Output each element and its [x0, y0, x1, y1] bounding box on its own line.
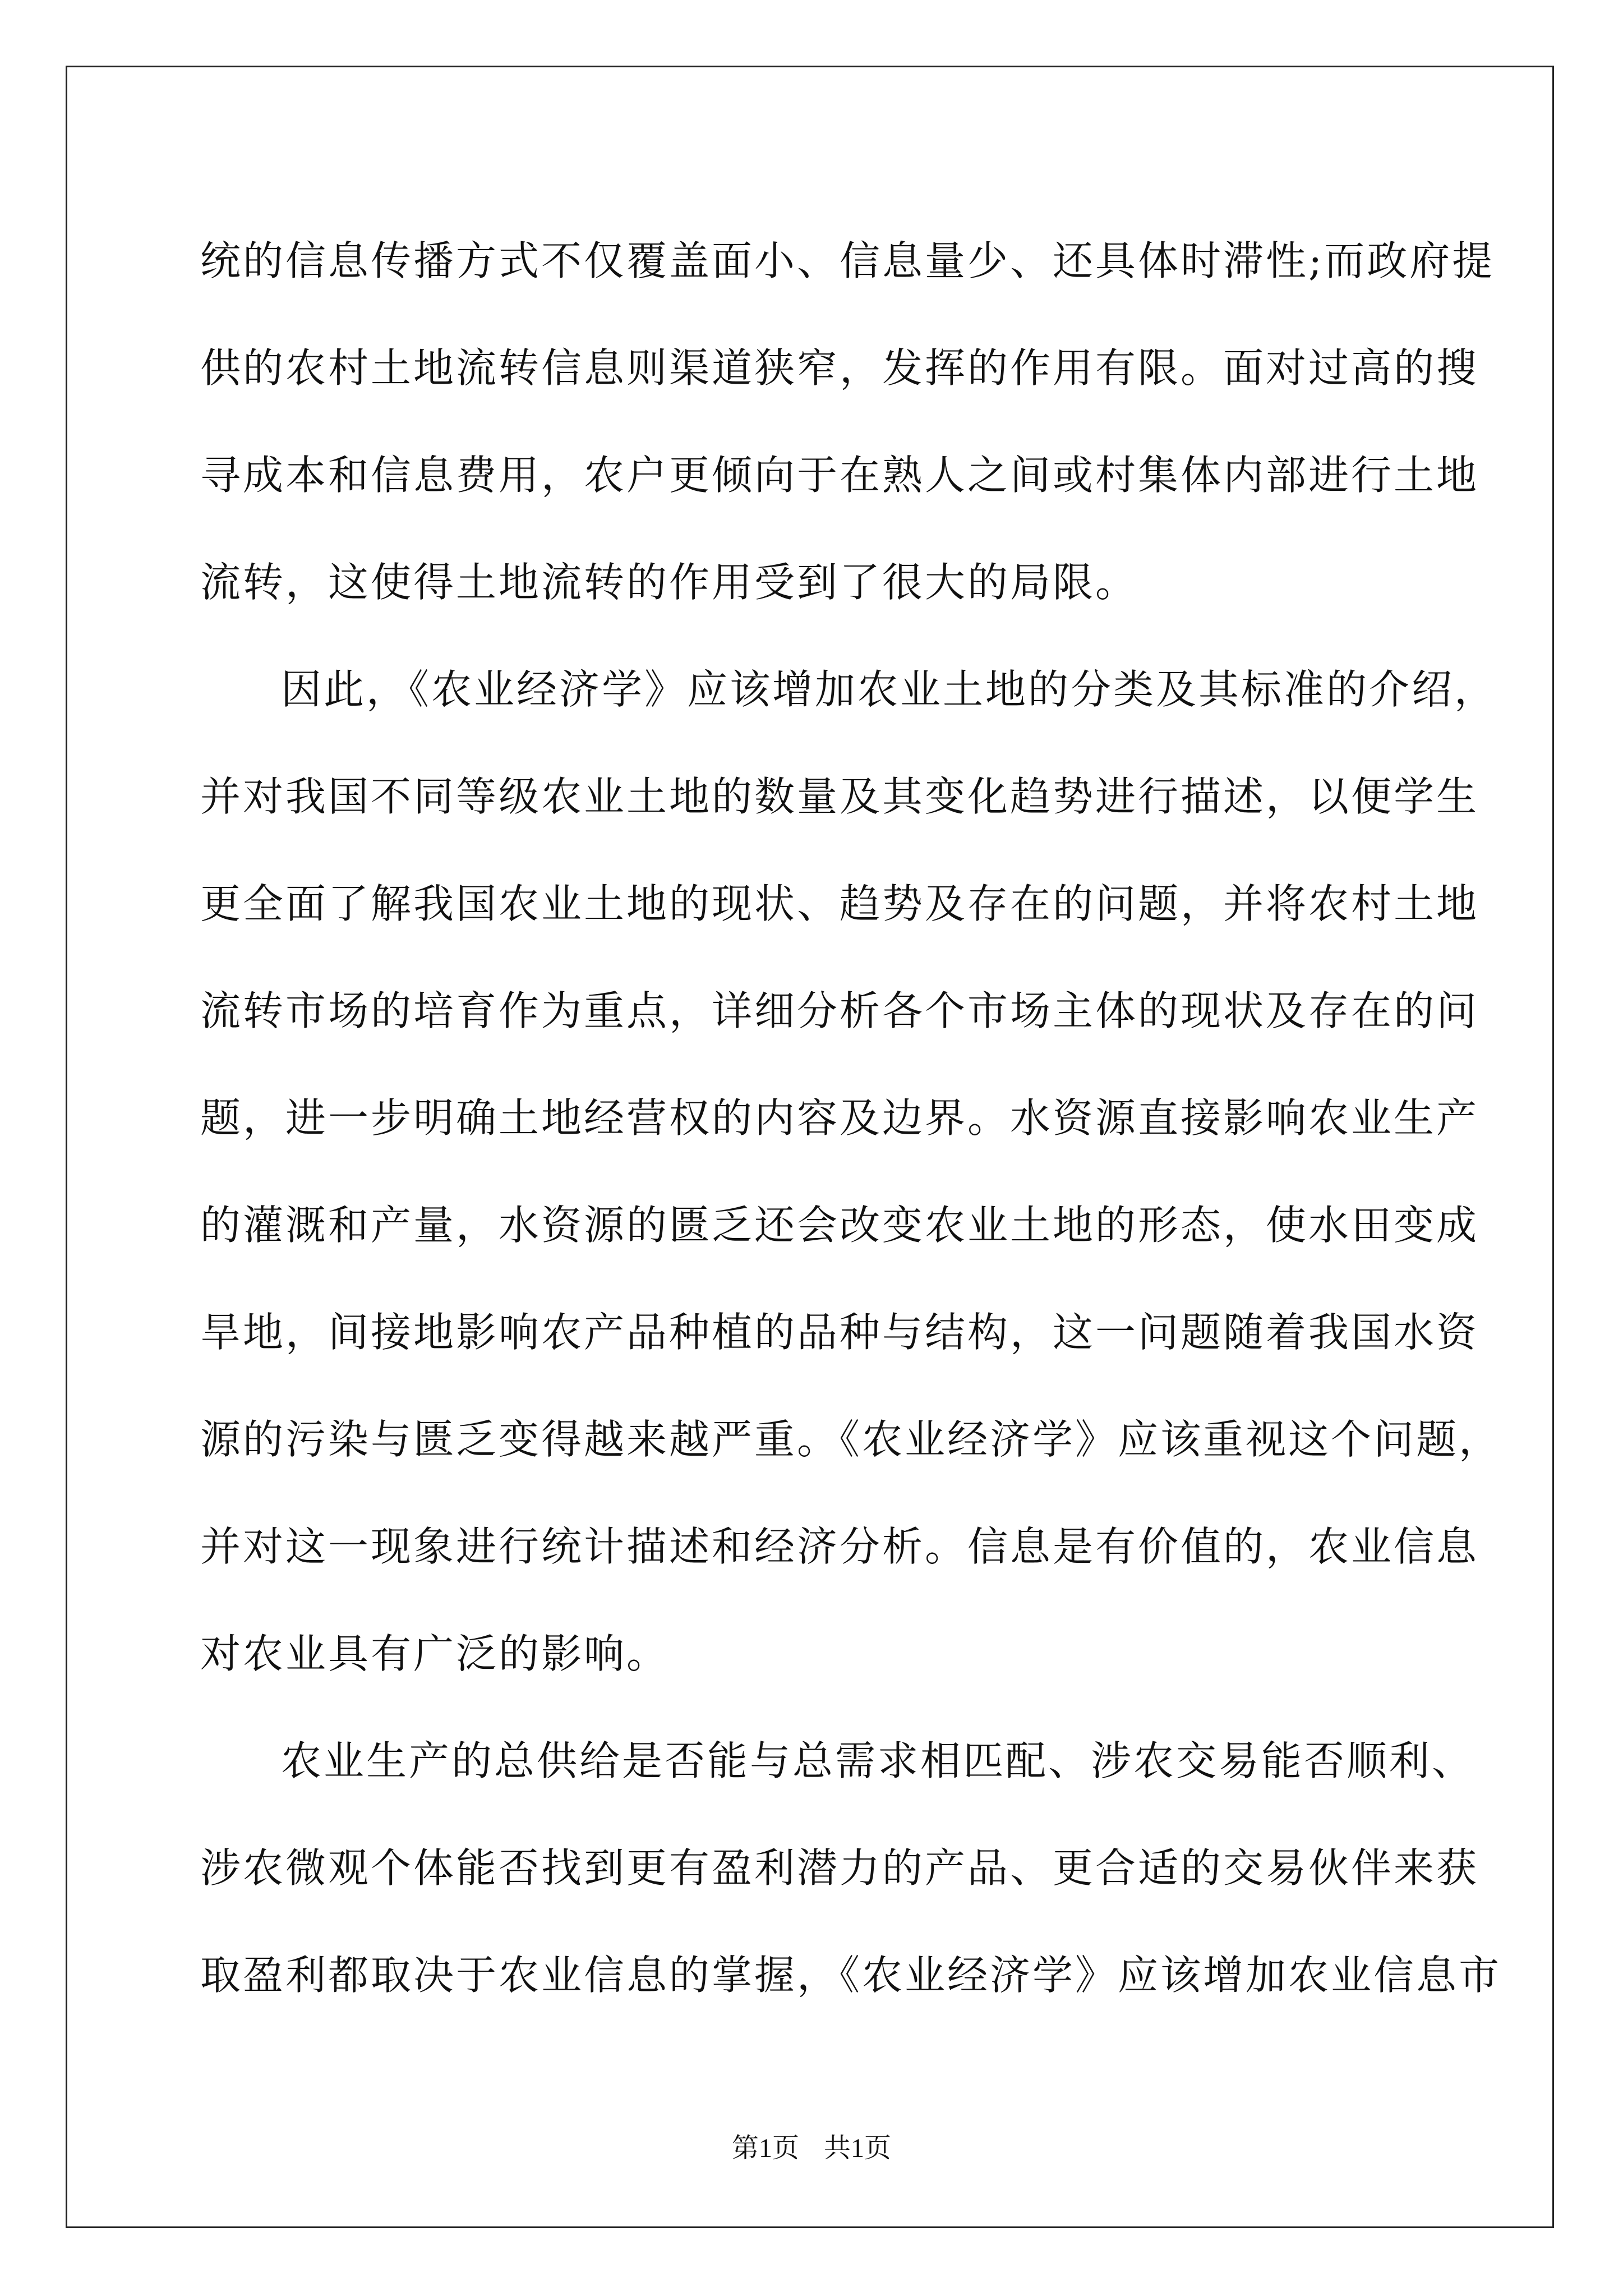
text-line: 流转市场的培育作为重点，详细分析各个市场主体的现状及存在的问	[200, 987, 1479, 1034]
text-line: 旱地，间接地影响农产品种植的品种与结构，这一问题随着我国水资	[200, 1309, 1479, 1356]
text-line: 统的信息传播方式不仅覆盖面小、信息量少、还具体时滞性;而政府提	[200, 237, 1495, 284]
page-number-total: 共1页	[824, 2133, 892, 2163]
page-number-current: 第1页	[731, 2133, 799, 2163]
text-line: 源的污染与匮乏变得越来越严重。《农业经济学》应该重视这个问题，	[200, 1416, 1502, 1463]
paragraph-start-line: 因此，《农业经济学》应该增加农业土地的分类及其标准的介绍，	[281, 666, 1497, 713]
text-line: 并对我国不同等级农业土地的数量及其变化趋势进行描述，以便学生	[200, 773, 1479, 820]
text-line: 更全面了解我国农业土地的现状、趋势及存在的问题，并将农村土地	[200, 880, 1479, 927]
page-footer	[0, 2132, 1623, 2165]
text-line: 题，进一步明确土地经营权的内容及边界。水资源直接影响农业生产	[200, 1094, 1479, 1142]
text-line: 并对这一现象进行统计描述和经济分析。信息是有价值的，农业信息	[200, 1523, 1479, 1570]
text-line: 寻成本和信息费用，农户更倾向于在熟人之间或村集体内部进行土地	[200, 452, 1479, 499]
document-body	[200, 208, 1502, 2029]
text-line: 对农业具有广泛的影响。	[200, 1630, 670, 1677]
text-line: 取盈利都取决于农业信息的掌握，《农业经济学》应该增加农业信息市	[200, 1952, 1502, 1999]
text-line: 流转，这使得土地流转的作用受到了很大的局限。	[200, 559, 1138, 606]
text-line: 的灌溉和产量，水资源的匮乏还会改变农业土地的形态，使水田变成	[200, 1202, 1479, 1249]
text-line: 涉农微观个体能否找到更有盈利潜力的产品、更合适的交易伙伴来获	[200, 1844, 1479, 1892]
text-line: 供的农村土地流转信息则渠道狭窄，发挥的作用有限。面对过高的搜	[200, 344, 1479, 392]
paragraph-start-line: 农业生产的总供给是否能与总需求相匹配、涉农交易能否顺利、	[281, 1737, 1475, 1784]
